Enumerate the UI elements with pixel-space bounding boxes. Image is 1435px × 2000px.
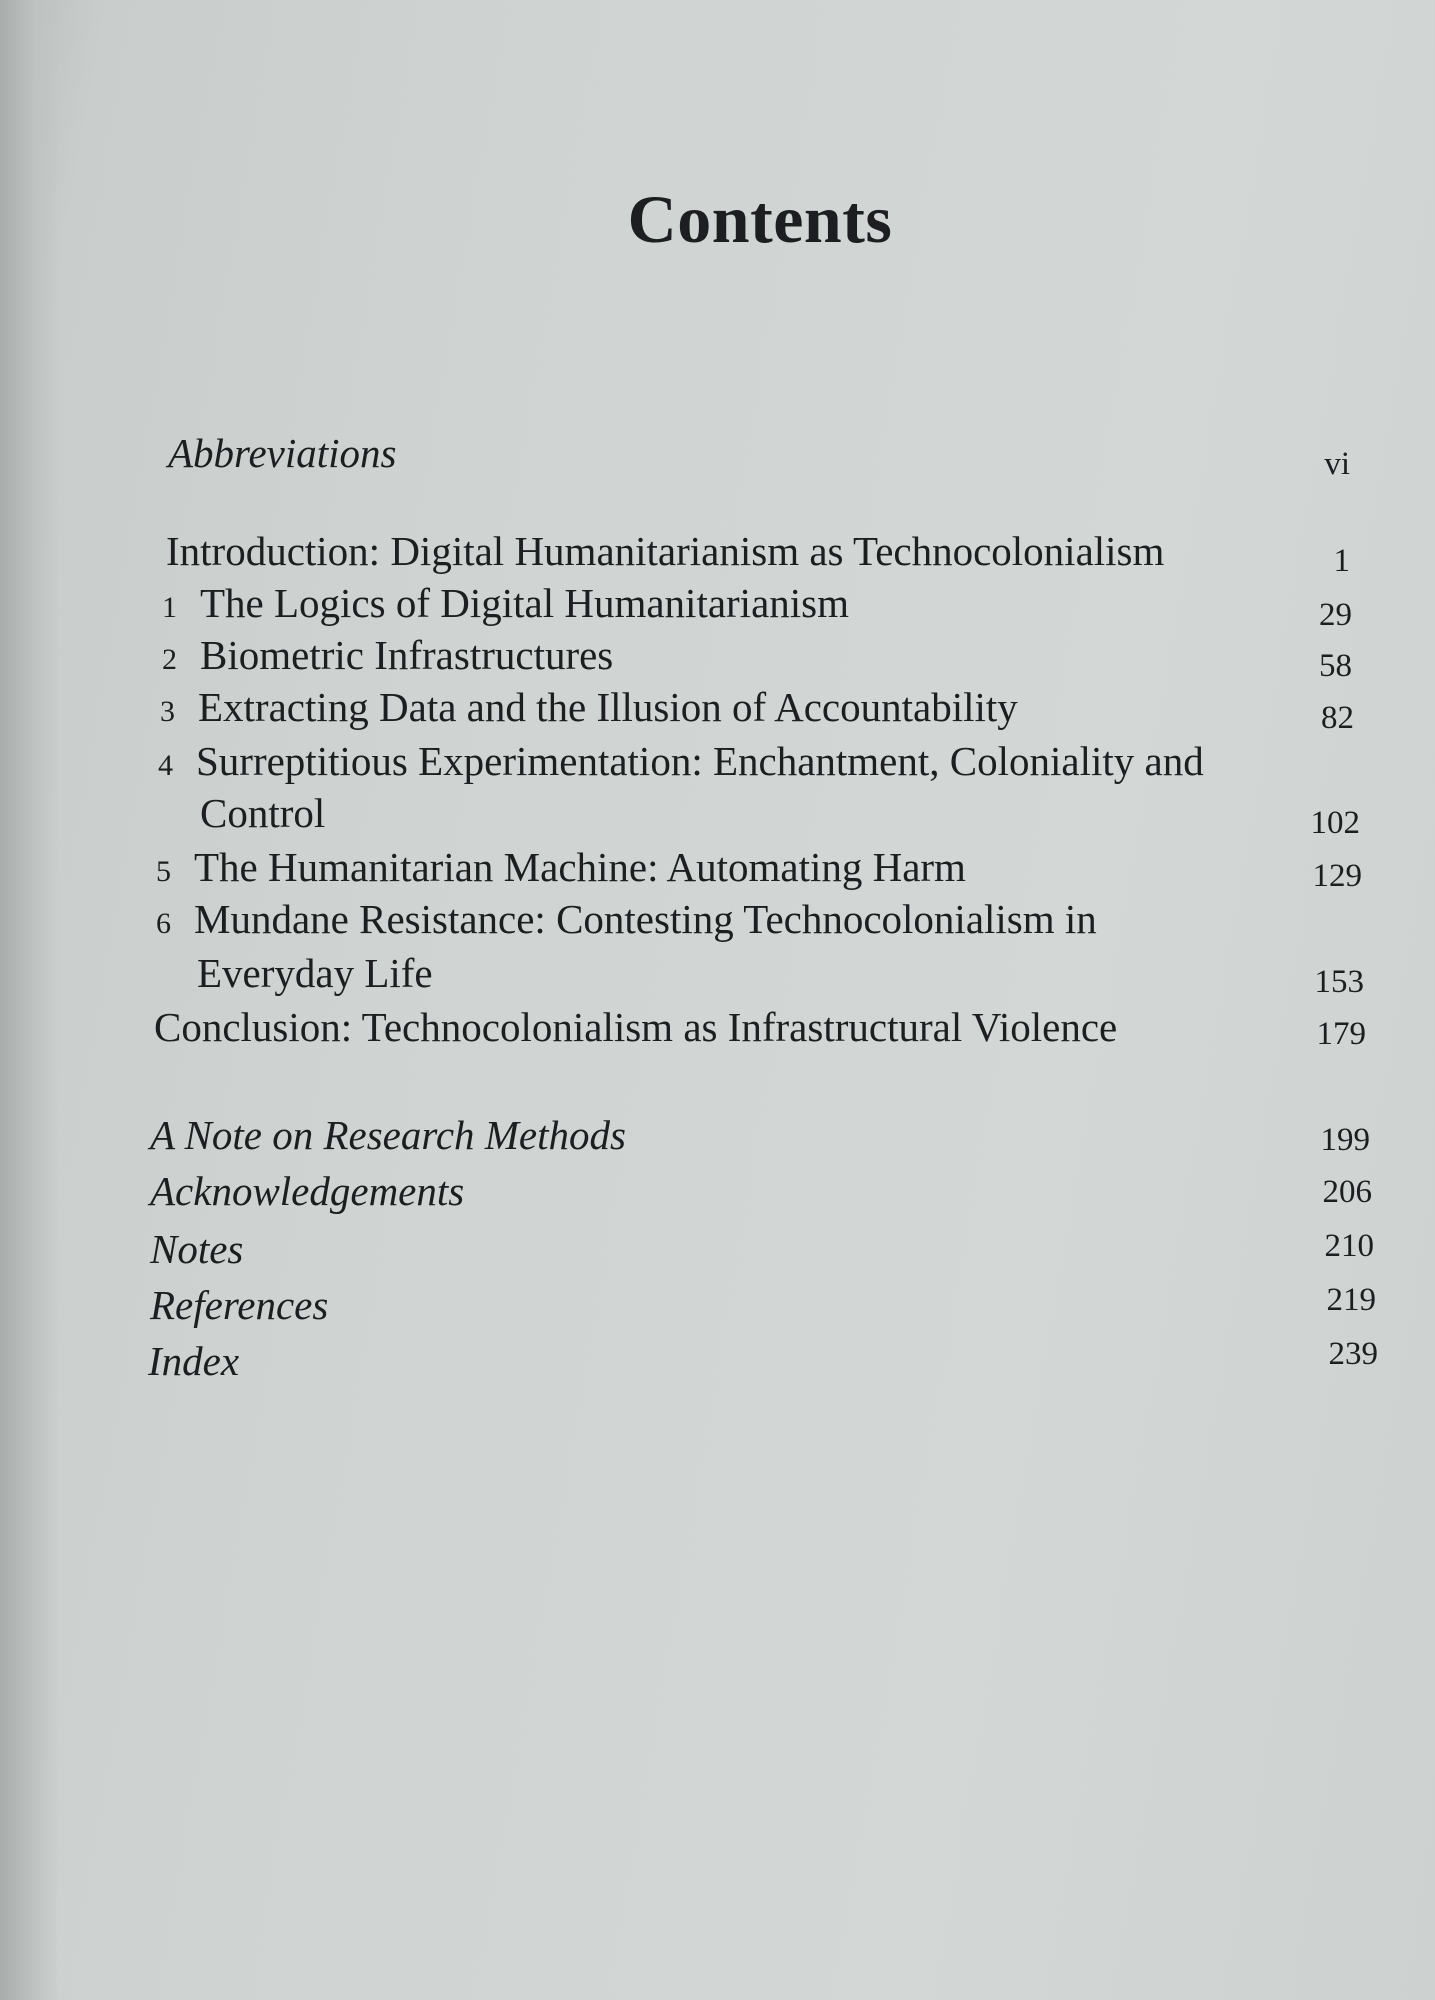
toc-entry-title: Conclusion: Technocolonialism as Infrastructural Violence <box>154 1004 1118 1050</box>
toc-entry-chapter-3 <box>160 684 1018 731</box>
toc-entry-chapter-5 <box>156 844 966 891</box>
toc-entry-title-line-1: Surreptitious Experimentation: Enchantment, Coloniality and <box>196 738 1204 784</box>
chapter-number: 1 <box>162 591 177 624</box>
toc-page-research-methods: 199 <box>1320 1122 1370 1158</box>
toc-entry-title-line-2: Control <box>200 790 326 836</box>
toc-entry-notes: Notes <box>150 1226 244 1272</box>
toc-entry-index: Index <box>148 1338 240 1384</box>
page-edge-shadow <box>0 0 60 2000</box>
toc-page-chapter-1: 29 <box>1319 597 1352 633</box>
toc-entry-title: The Logics of Digital Humanitarianism <box>200 580 850 626</box>
toc-page-introduction: 1 <box>1333 543 1350 579</box>
toc-entry-chapter-4 <box>158 738 1204 785</box>
toc-entry-title: Introduction: Digital Humanitarianism as Technocolonialism <box>166 528 1165 574</box>
toc-entry-title-line-1: Mundane Resistance: Contesting Technocolonialism in <box>194 896 1097 942</box>
toc-entry-chapter-1 <box>162 580 849 627</box>
toc-page-chapter-3: 82 <box>1321 700 1354 736</box>
toc-entry-title: Biometric Infrastructures <box>200 632 614 678</box>
toc-entry-chapter-2 <box>162 632 613 679</box>
toc-entry-introduction <box>166 528 1164 575</box>
toc-entry-references: References <box>150 1282 329 1328</box>
toc-entry-research-methods: A Note on Research Methods <box>150 1112 626 1158</box>
toc-page-chapter-6: 153 <box>1314 964 1364 1000</box>
toc-page-acknowledgements: 206 <box>1322 1174 1372 1210</box>
chapter-number: 5 <box>156 855 171 888</box>
chapter-number: 3 <box>160 695 175 728</box>
toc-page-index: 239 <box>1328 1336 1378 1372</box>
toc-page-chapter-5: 129 <box>1312 858 1362 894</box>
toc-page-chapter-2: 58 <box>1319 648 1352 684</box>
toc-entry-acknowledgements: Acknowledgements <box>150 1168 465 1214</box>
toc-page-abbreviations: vi <box>1324 446 1350 482</box>
chapter-number: 6 <box>156 907 171 940</box>
toc-page-notes: 210 <box>1324 1228 1374 1264</box>
chapter-number: 2 <box>162 643 177 676</box>
toc-entry-conclusion <box>154 1004 1117 1051</box>
toc-entry-title: The Humanitarian Machine: Automating Harm <box>194 844 966 890</box>
toc-entry-chapter-4-continued <box>200 790 325 837</box>
toc-entry-abbreviations: Abbreviations <box>168 430 397 476</box>
toc-entry-chapter-6 <box>156 896 1097 943</box>
toc-page-conclusion: 179 <box>1316 1016 1366 1052</box>
toc-page-chapter-4: 102 <box>1310 805 1360 841</box>
chapter-number: 4 <box>158 749 173 782</box>
page-title: Contents <box>627 181 893 257</box>
toc-entry-chapter-6-continued <box>197 950 433 997</box>
toc-entry-title: Extracting Data and the Illusion of Accountability <box>198 684 1018 730</box>
toc-entry-title-line-2: Everyday Life <box>197 950 433 996</box>
toc-page-references: 219 <box>1326 1282 1376 1318</box>
